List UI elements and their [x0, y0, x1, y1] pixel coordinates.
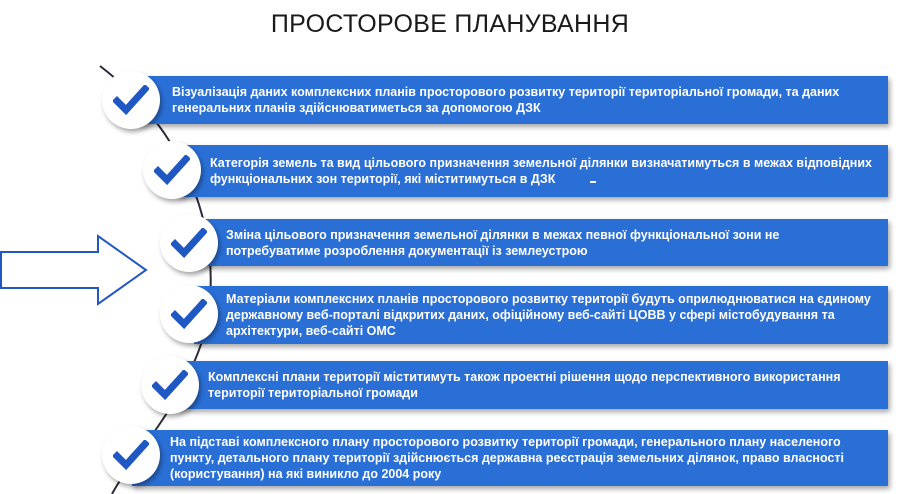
item-banner-2 — [178, 145, 888, 197]
check-icon — [152, 370, 188, 400]
check-icon — [113, 85, 149, 115]
item-banner-3 — [196, 219, 888, 266]
item-circle-3 — [160, 214, 218, 272]
item-banner-5 — [176, 361, 888, 409]
item-circle-2 — [143, 141, 201, 199]
item-banner-1 — [138, 76, 888, 124]
item-text-3: Зміна цільового призначення земельної ділянки в межах певної функціональної зони не потребуватиме розроблення документації із землеустрою — [226, 227, 780, 258]
item-text-1: Візуалізація даних комплексних планів просторового розвитку території територіальної громади, та даних генеральних планів здійснюватиметься за допомогою ДЗК — [172, 85, 840, 115]
item-text-6: На підставі комплексного плану просторового розвитку території громади, генерального плану населеного пункту, детального плану території здійснюється державна реєстрація земельних ділянок, право власності (користування) на які виникло до 2004 року — [170, 435, 844, 481]
big-arrow-icon — [0, 232, 150, 308]
item-banner-6 — [132, 430, 888, 486]
check-icon — [171, 228, 207, 258]
item-circle-4 — [160, 285, 218, 343]
item-text-5: Комплексні плани території міститимуть також проектні рішення щодо перспективного використання території територіальної громади — [208, 370, 841, 400]
check-icon — [154, 155, 190, 185]
check-icon — [113, 440, 149, 470]
page-title: ПРОСТОРОВЕ ПЛАНУВАННЯ — [270, 10, 630, 38]
item-banner-4 — [194, 286, 888, 344]
item-circle-1 — [102, 71, 160, 129]
item-text-2: Категорія земель та вид цільового призначення земельної ділянки визначатимуться в межах відповідних функціональних зон території, які міститимуться в ДЗК — [210, 156, 872, 186]
item-text-4: Матеріали комплексних планів просторового розвитку території будуть оприлюднюватися на єдиному державному веб-порталі відкритих даних, офіційному веб-сайті ЦОВВ у сфері містобудування та архітектури, веб-сайті ОМС — [226, 292, 871, 338]
item-circle-6 — [102, 426, 160, 484]
banner-mark — [590, 181, 596, 183]
check-icon — [171, 299, 207, 329]
item-circle-5 — [141, 356, 199, 414]
